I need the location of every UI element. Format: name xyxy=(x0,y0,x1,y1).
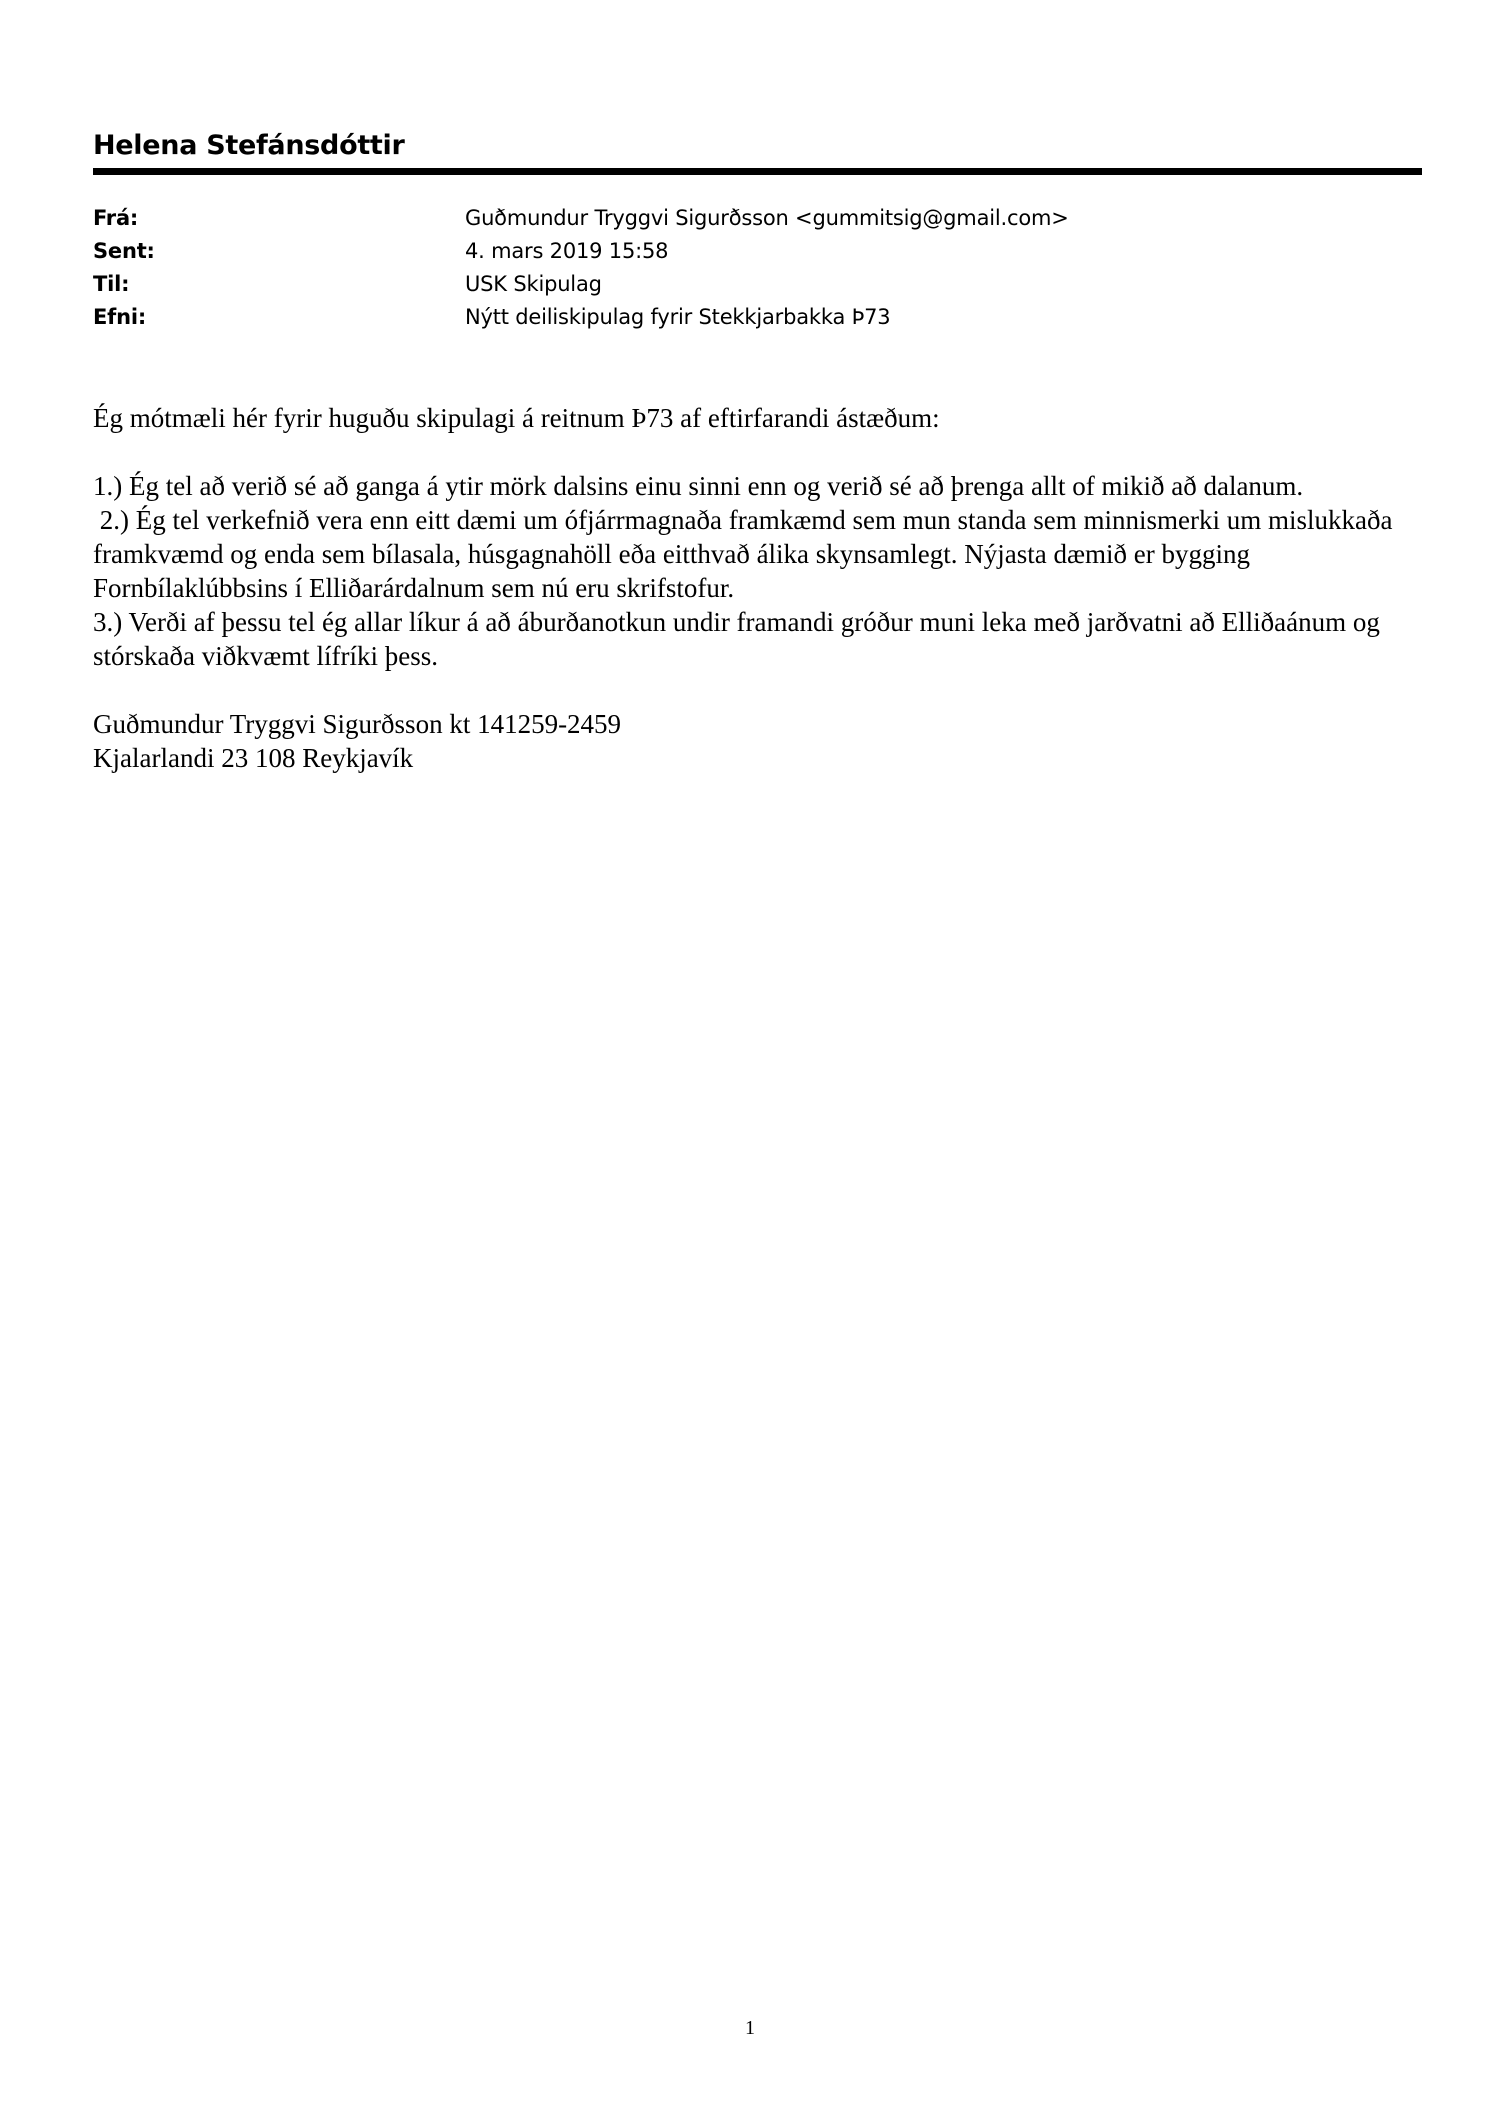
paragraph-gap xyxy=(93,673,1422,707)
subject-value: Nýtt deiliskipulag fyrir Stekkjarbakka Þ73 xyxy=(465,305,891,329)
subject-label: Efni: xyxy=(93,305,147,329)
header-divider xyxy=(93,168,1422,175)
email-metadata xyxy=(93,202,1422,334)
to-value: USK Skipulag xyxy=(465,272,602,296)
point-1: 1.) Ég tel að verið sé að ganga á ytir mörk dalsins einu sinni enn og verið sé að þrenga allt of mikið að dalanum. xyxy=(93,471,1304,501)
from-value: Guðmundur Tryggvi Sigurðsson <gummitsig@gmail.com> xyxy=(465,206,1069,230)
from-label: Frá: xyxy=(93,206,139,230)
signature-line-2: Kjalarlandi 23 108 Reykjavík xyxy=(93,743,414,773)
sent-value: 4. mars 2019 15:58 xyxy=(465,239,669,263)
from-row xyxy=(93,202,1422,235)
signature-line-1: Guðmundur Tryggvi Sigurðsson kt 141259-2459 xyxy=(93,709,622,739)
sent-row xyxy=(93,235,1422,268)
to-label: Til: xyxy=(93,272,130,296)
email-body xyxy=(93,401,1422,775)
subject-row xyxy=(93,301,1422,334)
point-2: 2.) Ég tel verkefnið vera enn eitt dæmi um ófjárrmagnaða framkæmd sem mun standa sem minnismerki um mislukkaða framkvæmd og enda sem bílasala, húsgagnahöll eða eitthvað álika skynsamlegt. Nýjasta dæmið er bygging Fornbílaklúbbsins í Elliðarárdalnum sem nú eru skrifstofur. xyxy=(93,505,1400,603)
sent-label: Sent: xyxy=(93,239,155,263)
page-number: 1 xyxy=(745,2017,755,2039)
point-3: 3.) Verði af þessu tel ég allar líkur á að áburðanotkun undir framandi gróður muni leka með jarðvatni að Elliðaánum og stórskaða viðkvæmt lífríki þess. xyxy=(93,607,1380,671)
intro-paragraph: Ég mótmæli hér fyrir huguðu skipulagi á reitnum Þ73 af eftirfarandi ástæðum: xyxy=(93,403,940,433)
recipient-name-heading: Helena Stefánsdóttir xyxy=(93,130,405,161)
to-row xyxy=(93,268,1422,301)
paragraph-gap xyxy=(93,435,1422,469)
